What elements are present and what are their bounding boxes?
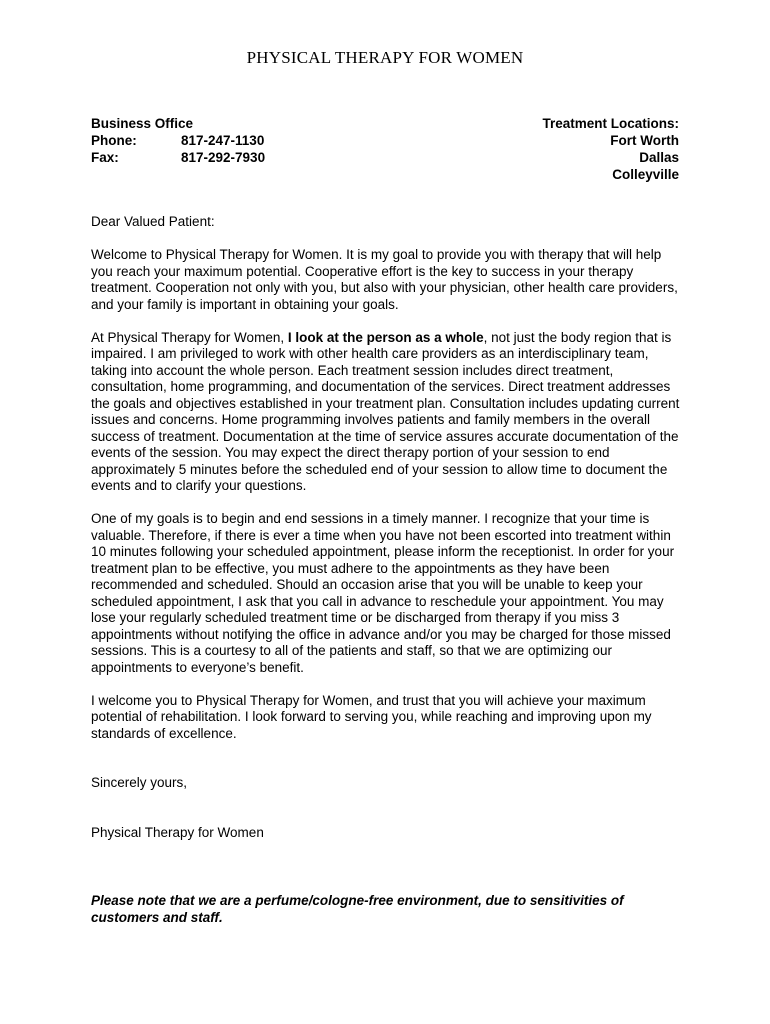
- business-office-heading: Business Office: [91, 116, 194, 131]
- phone-row: [91, 132, 265, 149]
- paragraph-whole-person-suffix: , not just the body region that is impaired. I am privileged to work with other health care providers as an interdisciplinary team, taking into account the whole person. Each treatment session includes direct treatment, consultation, home programming, and documentation of the services. Direct treatment addresses the goals and objectives established in your treatment plan. Consultation includes updating current issues and concerns. Home programming involves patients and family members in the overall success of treatment. Documentation at the time of service assures accurate documentation of the events of the session. You may expect the direct therapy portion of your session to end approximately 5 minutes before the scheduled end of your session to allow time to document the events and to clarify your questions.: [91, 329, 680, 493]
- fax-row: [91, 149, 265, 166]
- phone-label: Phone:: [91, 133, 137, 148]
- location-dallas: Dallas: [639, 150, 679, 165]
- paragraph-timeliness: One of my goals is to begin and end sessions in a timely manner. I recognize that your time is valuable. Therefore, if there is ever a time when you have not been escorted into treatment within 10 minutes following your scheduled appointment, please inform the receptionist. In order for your treatment plan to be effective, you must adhere to the appointments as they have been recommended and scheduled. Should an occasion arise that you will be unable to keep your scheduled appointment, I ask that you call in advance to reschedule your appointment. You may lose your regularly scheduled treatment time or be discharged from therapy if you miss 3 appointments without notifying the office in advance and/or you may be charged for those missed sessions. This is a courtesy to all of the patients and staff, so that we are optimizing our appointments to everyone’s benefit.: [91, 511, 675, 675]
- paragraph-whole-person-prefix: At Physical Therapy for Women,: [91, 329, 288, 345]
- treatment-locations-block: [542, 115, 679, 183]
- whole-person-emphasis: I look at the person as a whole: [287, 329, 484, 345]
- treatment-locations-heading: Treatment Locations:: [542, 116, 679, 131]
- paragraph-welcome-closing: I welcome you to Physical Therapy for Women, and trust that you will achieve your maximum potential of rehabilitation. I look forward to serving you, while reaching and improving upon my standards of excellence.: [91, 692, 652, 741]
- signature: Physical Therapy for Women: [91, 824, 264, 840]
- location-fort-worth: Fort Worth: [610, 133, 679, 148]
- paragraph-whole-person: [91, 330, 683, 495]
- fragrance-free-note: Please note that we are a perfume/cologne-free environment, due to sensitivities of customers and staff.: [91, 893, 624, 925]
- page-title: PHYSICAL THERAPY FOR WOMEN: [246, 48, 524, 67]
- letter-body: [91, 214, 683, 858]
- fax-number: 817-292-7930: [181, 150, 266, 165]
- location-colleyville: Colleyville: [612, 167, 679, 182]
- closing: Sincerely yours,: [91, 775, 188, 790]
- business-office-block: [91, 115, 265, 166]
- greeting: Dear Valued Patient:: [91, 214, 215, 229]
- fax-label: Fax:: [91, 150, 119, 165]
- paragraph-welcome: Welcome to Physical Therapy for Women. It is my goal to provide you with therapy that will help you reach your maximum potential. Cooperative effort is the key to success in your therapy treatment. Cooperation not only with you, but also with your physician, other health care providers, and your family is important in obtaining your goals.: [91, 247, 678, 312]
- phone-number: 817-247-1130: [181, 133, 265, 148]
